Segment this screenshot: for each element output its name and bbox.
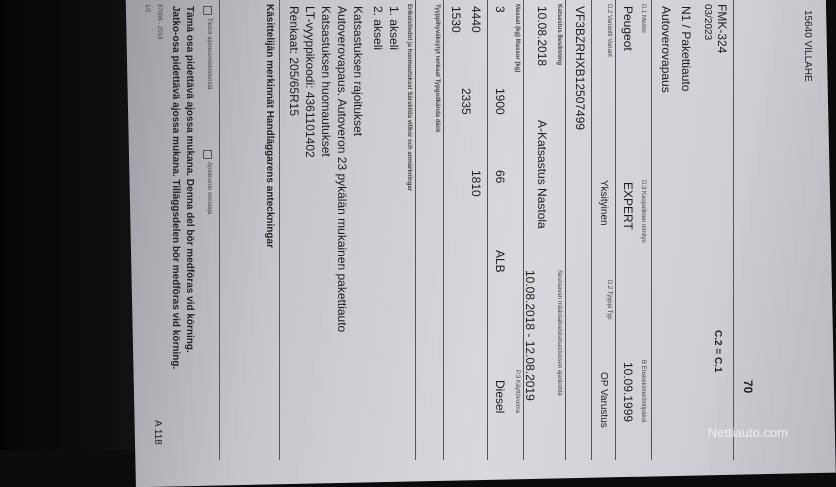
period-value: 10.08.2018 - 12.08.2019 bbox=[523, 270, 537, 401]
cert-line-1: Katsastuksen rajoitukset bbox=[351, 6, 365, 137]
axle-2: 2. akseli bbox=[371, 6, 385, 51]
inspection-place: A-Katsastus Nastola bbox=[535, 120, 549, 229]
mass-header: Massat (kg) Massor (kg) bbox=[514, 4, 520, 73]
mass-4: ALB bbox=[493, 250, 507, 273]
p3-label: P.3 Käyttövoima bbox=[514, 370, 520, 413]
rule bbox=[415, 0, 416, 460]
footer-line-1: Tämä osa pidettävä ajossa mukana. Denna del bör medföras vid körning. bbox=[184, 6, 195, 353]
document-content bbox=[122, 0, 812, 460]
cert-line-5: Renkaat: 205/65R15 bbox=[287, 6, 301, 117]
rule bbox=[279, 0, 280, 460]
owner-notes-header: Käsittelijän merkinnät Handläggarens anteckningar bbox=[264, 4, 275, 248]
checkbox-registry bbox=[203, 6, 212, 15]
check-2-label: Ajoneuvon omistaja bbox=[206, 162, 212, 215]
checkbox-owner bbox=[203, 150, 212, 159]
cert-line-4: LT-vyyppikoodi: 4361101402 bbox=[303, 6, 317, 158]
axle-1: 1. akseli bbox=[387, 6, 401, 51]
period-label: Seuraavan määräaikaiskatsastuksen ajankohta bbox=[556, 270, 562, 396]
fuel-value: Diesel bbox=[493, 380, 507, 414]
mass-1: 3 bbox=[493, 6, 507, 13]
rule bbox=[565, 0, 566, 460]
mass-2: 1900 bbox=[493, 88, 507, 115]
rule bbox=[487, 0, 488, 460]
model-value: EXPERT bbox=[621, 182, 635, 230]
watermark-text: Nettiauto.com bbox=[707, 425, 788, 440]
footer-line-2: Jatko-osa pidettävä ajossa mukana. Tilläggsdelen bör medföras vid körning. bbox=[170, 6, 181, 370]
reg-date-code: 03/2023 bbox=[702, 4, 713, 41]
form-code: 87008 - 2018 bbox=[156, 4, 162, 40]
vehicle-class: N1 / Pakettiauto bbox=[679, 6, 693, 92]
weight-3: 2335 bbox=[459, 88, 473, 115]
rule bbox=[651, 0, 652, 460]
first-reg-value: 10.09.1999 bbox=[621, 362, 635, 423]
serial-number: A 118 bbox=[152, 420, 163, 445]
weight-2: 1530 bbox=[449, 6, 463, 33]
reg-number: FMK-324 bbox=[715, 4, 729, 54]
brand-label: D.1 Merkki bbox=[640, 4, 646, 33]
approval-header: Tyyppihyväksytyt renkaat Typgodkända däck bbox=[434, 4, 440, 133]
rule bbox=[591, 0, 592, 460]
inspection-date: 10.08.2018 bbox=[535, 6, 549, 67]
weight-4: 1810 bbox=[469, 170, 483, 197]
owner-type: Yksityinen bbox=[598, 180, 609, 226]
c-label: C.2 = C.1 bbox=[712, 330, 723, 373]
rule bbox=[219, 0, 220, 460]
rule bbox=[733, 0, 734, 460]
weight-1: 4440 bbox=[469, 6, 483, 33]
rule bbox=[615, 0, 616, 460]
cert-line-2: Autoverovapaus. Autoveron 23 pykälän mukainen pakettiauto bbox=[335, 6, 349, 333]
tax-label: OP Varustus bbox=[598, 372, 609, 428]
type-label: D.2 Tyyppi Typ bbox=[606, 280, 612, 320]
cert-line-3: Katsastuksen huomautukset bbox=[319, 6, 333, 157]
model-label: D.3 Kaupallinen nimitys bbox=[640, 180, 646, 243]
rule bbox=[523, 0, 524, 460]
mass-3: 66 bbox=[493, 170, 507, 184]
use-value: Autoverovapaus bbox=[659, 6, 673, 93]
rule bbox=[443, 0, 444, 460]
page-number: 70 bbox=[741, 380, 755, 394]
header-top: 15640 VILLAHE bbox=[802, 10, 813, 82]
variant-label: D.2 Variantti Variant bbox=[606, 4, 612, 57]
brand-value: Peugeot bbox=[621, 6, 635, 51]
vin: VF3BZRHXB12507499 bbox=[573, 6, 587, 131]
page-of: 1/2 bbox=[144, 4, 150, 13]
remarks-header: Erikoistiedot ja huomautukset Särskilda villkor och anmärkningar bbox=[406, 4, 412, 192]
check-1-label: Tiedot ajoneuvorekisteristä bbox=[206, 18, 212, 90]
inspection-header: Katsastus Besiktning bbox=[556, 4, 562, 66]
first-reg-label: B Ensirekisteröintipäivä bbox=[640, 360, 646, 423]
